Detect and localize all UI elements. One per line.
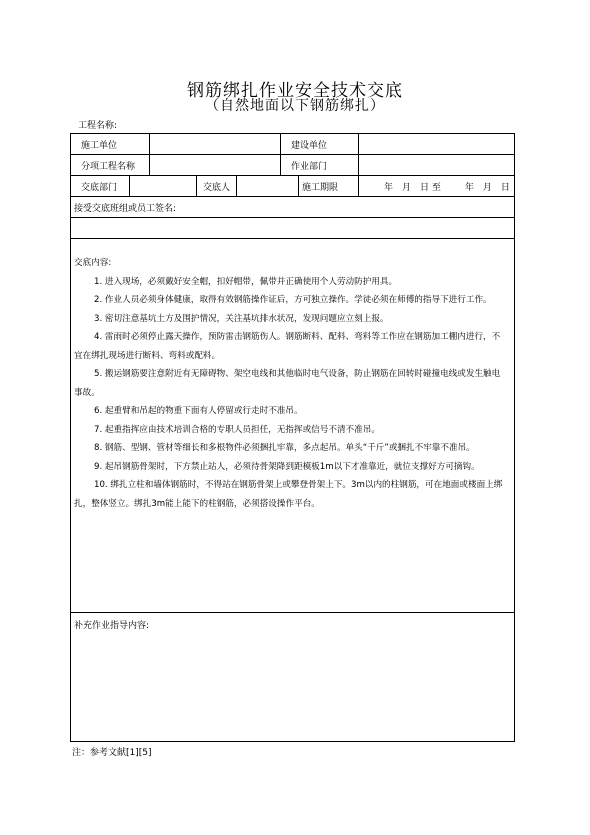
content-item: 2. 作业人员必须身体健康，取得有效钢筋操作证后，方可独立操作。学徒必须在师傅的指导下进行工作。 (94, 295, 492, 305)
row-receivers-sign[interactable] (71, 218, 514, 239)
content-item: 3. 密切注意基坑土方及围护情况，关注基坑排水状况，发现问题应立刻上报。 (94, 313, 389, 324)
content-heading: 交底内容: (74, 258, 112, 268)
page-subtitle: （自然地面以下钢筋绑扎） (205, 98, 385, 114)
construction-unit-value[interactable] (149, 134, 280, 154)
supplement-label: 补充作业指导内容: (74, 621, 150, 631)
supplement-divider (71, 612, 514, 613)
content-item: 4. 雷雨时必须停止露天操作，预防雷击钢筋伤人。钢筋断料、配料、弯料等工作应在钢筋加工棚内进行，不宜在绑扎现场进行断料、弯料或配料。 (74, 332, 501, 361)
builder-unit-value[interactable] (358, 134, 516, 154)
handover-dept-value[interactable] (129, 176, 196, 196)
sub-project-label: 分项工程名称 (81, 161, 136, 172)
handover-form (70, 133, 515, 742)
period-end: 年 月 日 (464, 182, 510, 193)
content-item: 7. 起重指挥应由技术培训合格的专职人员担任，无指挥或信号不清不准吊。 (94, 424, 380, 435)
row-handover (71, 176, 514, 197)
builder-unit-label: 建设单位 (280, 134, 358, 154)
row-subproject (71, 155, 514, 176)
footnote: 注：参考文献[1][5] (72, 748, 152, 758)
handover-dept-label: 交底部门 (81, 182, 118, 193)
page-title: 钢筋绑扎作业安全技术交底 (187, 81, 403, 101)
content-item: 9. 起吊钢筋骨架时，下方禁止站人，必须待骨架降到距模板1m以下才准靠近，就位支撑好方可摘钩。 (94, 461, 480, 472)
receivers-label: 接受交底班组或员工签名: (74, 203, 177, 214)
content-item: 5. 搬运钢筋要注意附近有无障碍物、架空电线和其他临时电气设备，防止钢筋在回转时碰撞电线或发生触电事故。 (74, 369, 501, 398)
construction-unit-label: 施工单位 (81, 140, 118, 151)
project-name-label: 工程名称: (78, 121, 118, 131)
handover-person-value[interactable] (236, 176, 298, 196)
construction-period-label: 施工期限 (298, 176, 358, 196)
content-item: 6. 起重臂和吊起的物重下面有人停留或行走时不准吊。 (94, 406, 303, 416)
handover-person-label: 交底人 (196, 176, 236, 196)
period-start: 年 月 日 至 (384, 182, 441, 193)
row-receivers (71, 197, 514, 218)
content-item: 10. 绑扎立柱和墙体钢筋时，不得站在钢筋骨架上或攀登骨架上下。3m以内的柱钢筋，可在地面或楼面上绑扎，整体竖立。绑扎3m能上能下的柱钢筋，必须搭设操作平台。 (74, 480, 503, 509)
handover-content (74, 254, 508, 513)
content-item: 8. 钢筋、型钢、管材等细长和多根物件必须捆扎牢靠，多点起吊。单头“千斤”或捆扎不牢靠不准吊。 (94, 443, 475, 453)
work-dept-value[interactable] (358, 155, 516, 175)
work-dept-label: 作业部门 (280, 155, 358, 175)
content-item: 1. 进入现场，必须戴好安全帽，扣好帽带，佩带并正确使用个人劳动防护用具。 (94, 276, 398, 287)
row-units (71, 134, 514, 155)
sub-project-value[interactable] (149, 155, 280, 175)
construction-period-value[interactable] (358, 176, 516, 196)
